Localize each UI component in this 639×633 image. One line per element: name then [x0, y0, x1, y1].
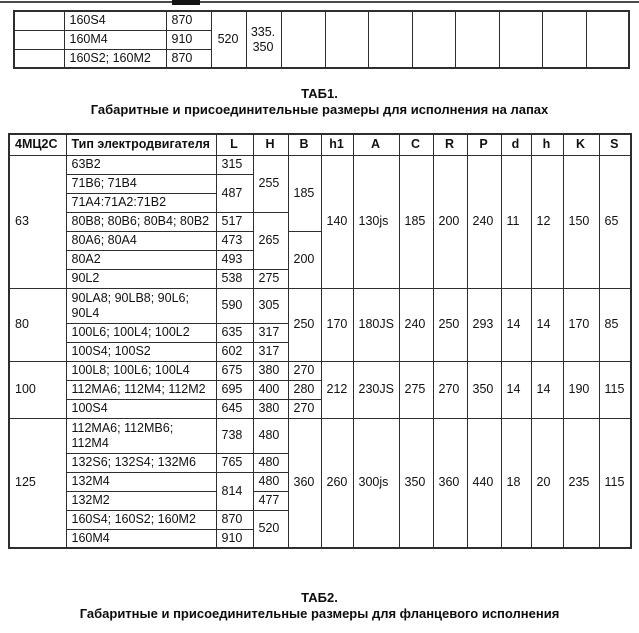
motor-type-cell: 71В6; 71В4 — [66, 174, 216, 193]
table-row — [14, 11, 629, 30]
motor-type-cell: 160М4 — [64, 30, 166, 49]
dim-value-line: 350 — [252, 39, 274, 54]
dim-L-cell: 602 — [216, 342, 253, 361]
header-A: A — [353, 134, 399, 155]
dim-C-cell: 350 — [399, 418, 433, 548]
dim-S-cell: 115 — [599, 361, 631, 418]
dim-L-cell: 590 — [216, 288, 253, 323]
dim-L-cell: 870 — [216, 510, 253, 529]
empty-cell — [14, 49, 64, 68]
dim-B-cell: 185 — [288, 155, 321, 231]
header-P: P — [467, 134, 501, 155]
dim-h1-cell: 260 — [321, 418, 353, 548]
dim-H-cell: 380 — [253, 399, 288, 418]
dim-H-cell: 275 — [253, 269, 288, 288]
dim-A-cell: 180JS — [353, 288, 399, 361]
dim-d-cell: 11 — [501, 155, 531, 288]
dim-A-cell: 230JS — [353, 361, 399, 418]
motor-type-cell: 160S4 — [64, 11, 166, 30]
dim-S-cell: 115 — [599, 418, 631, 548]
dim-H-cell: 520 — [253, 510, 288, 548]
motor-type-cell: 100S4; 100S2 — [66, 342, 216, 361]
header-S: S — [599, 134, 631, 155]
dim-P-cell: 440 — [467, 418, 501, 548]
dim-P-cell: 293 — [467, 288, 501, 361]
dim-H-cell: 480 — [253, 472, 288, 491]
dim-L-cell: 675 — [216, 361, 253, 380]
motor-type-cell: 71А4:71А2:71В2 — [66, 193, 216, 212]
dim-S-cell: 65 — [599, 155, 631, 288]
dim-h1-cell: 212 — [321, 361, 353, 418]
tab2-title: ТАБ2. — [301, 590, 338, 605]
header-H: H — [253, 134, 288, 155]
motor-type-cell: 112МА6; 112МВ6; 112М4 — [66, 418, 216, 453]
dim-L-cell: 487 — [216, 174, 253, 212]
empty-cell — [14, 30, 64, 49]
table-row — [9, 361, 631, 380]
header-motor-type: Тип электродвигателя — [66, 134, 216, 155]
empty-cell — [455, 11, 499, 68]
table-row — [9, 288, 631, 323]
header-h1: h1 — [321, 134, 353, 155]
dim-d-cell: 18 — [501, 418, 531, 548]
tab1-subtitle: Габаритные и присоединительные размеры для исполнения на лапах — [90, 102, 549, 117]
empty-cell — [499, 11, 542, 68]
dim-B-cell: 250 — [288, 288, 321, 361]
dim-L-cell: 870 — [166, 11, 211, 30]
top-edge-mark — [172, 0, 200, 5]
empty-cell — [586, 11, 629, 68]
motor-type-cell: 132S6; 132S4; 132М6 — [66, 453, 216, 472]
dim-H-cell: 400 — [253, 380, 288, 399]
header-row — [9, 134, 631, 155]
dim-H-cell: 477 — [253, 491, 288, 510]
empty-cell — [542, 11, 586, 68]
dim-L-cell: 493 — [216, 250, 253, 269]
dim-R-cell: 250 — [433, 288, 467, 361]
dim-h1-cell: 170 — [321, 288, 353, 361]
empty-cell — [281, 11, 325, 68]
header-C: C — [399, 134, 433, 155]
empty-cell — [368, 11, 412, 68]
dim-h-cell: 20 — [531, 418, 563, 548]
dim-H-cell: 317 — [253, 342, 288, 361]
motor-type-cell: 80А2 — [66, 250, 216, 269]
dim-h-cell: 14 — [531, 288, 563, 361]
dim-K-cell: 235 — [563, 418, 599, 548]
dim-C-cell: 240 — [399, 288, 433, 361]
frame-size-cell: 63 — [9, 155, 66, 288]
dim-L-cell: 814 — [216, 472, 253, 510]
motor-type-cell: 132М2 — [66, 491, 216, 510]
dim-h-cell: 12 — [531, 155, 563, 288]
dim-H-cell: 255 — [253, 155, 288, 212]
motor-type-cell: 100L8; 100L6; 100L4 — [66, 361, 216, 380]
dim-R-cell: 360 — [433, 418, 467, 548]
dim-L-cell: 645 — [216, 399, 253, 418]
header-d: d — [501, 134, 531, 155]
motor-type-cell: 63В2 — [66, 155, 216, 174]
dim-L-cell: 517 — [216, 212, 253, 231]
dim-A-cell: 130js — [353, 155, 399, 288]
dim-B-cell: 270 — [288, 399, 321, 418]
dim-C-cell: 275 — [399, 361, 433, 418]
dim-P-cell: 350 — [467, 361, 501, 418]
dim-K-cell: 170 — [563, 288, 599, 361]
dim-H-cell: 380 — [253, 361, 288, 380]
dim-L-cell: 315 — [216, 155, 253, 174]
dim-L-cell: 910 — [216, 529, 253, 548]
motor-type-cell: 112МА6; 112М4; 112М2 — [66, 380, 216, 399]
dim-K-cell: 190 — [563, 361, 599, 418]
frame-size-cell: 80 — [9, 288, 66, 361]
merged-dim-cell — [246, 11, 281, 68]
header-R: R — [433, 134, 467, 155]
tab2-caption — [0, 590, 639, 622]
dim-L-cell: 738 — [216, 418, 253, 453]
empty-cell — [14, 11, 64, 30]
dim-C-cell: 185 — [399, 155, 433, 288]
motor-type-cell: 90LA8; 90LB8; 90L6; 90L4 — [66, 288, 216, 323]
dim-d-cell: 14 — [501, 288, 531, 361]
motor-type-cell: 80А6; 80А4 — [66, 231, 216, 250]
dim-L-cell: 473 — [216, 231, 253, 250]
table-row — [9, 418, 631, 453]
dim-A-cell: 300js — [353, 418, 399, 548]
dim-L-cell: 695 — [216, 380, 253, 399]
dim-H-cell: 305 — [253, 288, 288, 323]
header-L: L — [216, 134, 253, 155]
dim-B-cell: 280 — [288, 380, 321, 399]
dim-L-cell: 765 — [216, 453, 253, 472]
dim-H-cell: 480 — [253, 453, 288, 472]
dim-R-cell: 200 — [433, 155, 467, 288]
frame-size-cell: 100 — [9, 361, 66, 418]
dim-d-cell: 14 — [501, 361, 531, 418]
dim-L-cell: 870 — [166, 49, 211, 68]
dim-B-cell: 360 — [288, 418, 321, 548]
dim-S-cell: 85 — [599, 288, 631, 361]
dim-H-cell: 317 — [253, 323, 288, 342]
motor-type-cell: 100S4 — [66, 399, 216, 418]
table-row — [9, 155, 631, 174]
top-table — [13, 10, 630, 69]
empty-cell — [412, 11, 455, 68]
dim-B-cell: 270 — [288, 361, 321, 380]
motor-type-cell: 100L6; 100L4; 100L2 — [66, 323, 216, 342]
dim-L-cell: 910 — [166, 30, 211, 49]
frame-size-cell: 125 — [9, 418, 66, 548]
header-B: B — [288, 134, 321, 155]
header-K: K — [563, 134, 599, 155]
motor-type-cell: 80В8; 80В6; 80В4; 80В2 — [66, 212, 216, 231]
tab1-title: ТАБ1. — [301, 86, 338, 101]
dim-value-line: 335. — [250, 24, 276, 39]
dim-P-cell: 240 — [467, 155, 501, 288]
tab1-caption — [0, 86, 639, 118]
dim-h-cell: 14 — [531, 361, 563, 418]
motor-type-cell: 160М4 — [66, 529, 216, 548]
main-table — [8, 133, 632, 549]
motor-type-cell: 160S2; 160М2 — [64, 49, 166, 68]
header-h: h — [531, 134, 563, 155]
tab2-subtitle: Габаритные и присоединительные размеры для фланцевого исполнения — [79, 606, 560, 621]
motor-type-cell: 132М4 — [66, 472, 216, 491]
header-series: 4МЦ2С — [9, 134, 66, 155]
motor-type-cell: 160S4; 160S2; 160М2 — [66, 510, 216, 529]
top-edge-line — [0, 1, 639, 3]
dim-L-cell: 635 — [216, 323, 253, 342]
dim-R-cell: 270 — [433, 361, 467, 418]
dim-H-cell: 265 — [253, 212, 288, 269]
dim-B-cell: 200 — [288, 231, 321, 288]
merged-dim-cell: 520 — [211, 11, 246, 68]
dim-H-cell: 480 — [253, 418, 288, 453]
dim-K-cell: 150 — [563, 155, 599, 288]
empty-cell — [325, 11, 368, 68]
dim-h1-cell: 140 — [321, 155, 353, 288]
motor-type-cell: 90L2 — [66, 269, 216, 288]
dim-L-cell: 538 — [216, 269, 253, 288]
